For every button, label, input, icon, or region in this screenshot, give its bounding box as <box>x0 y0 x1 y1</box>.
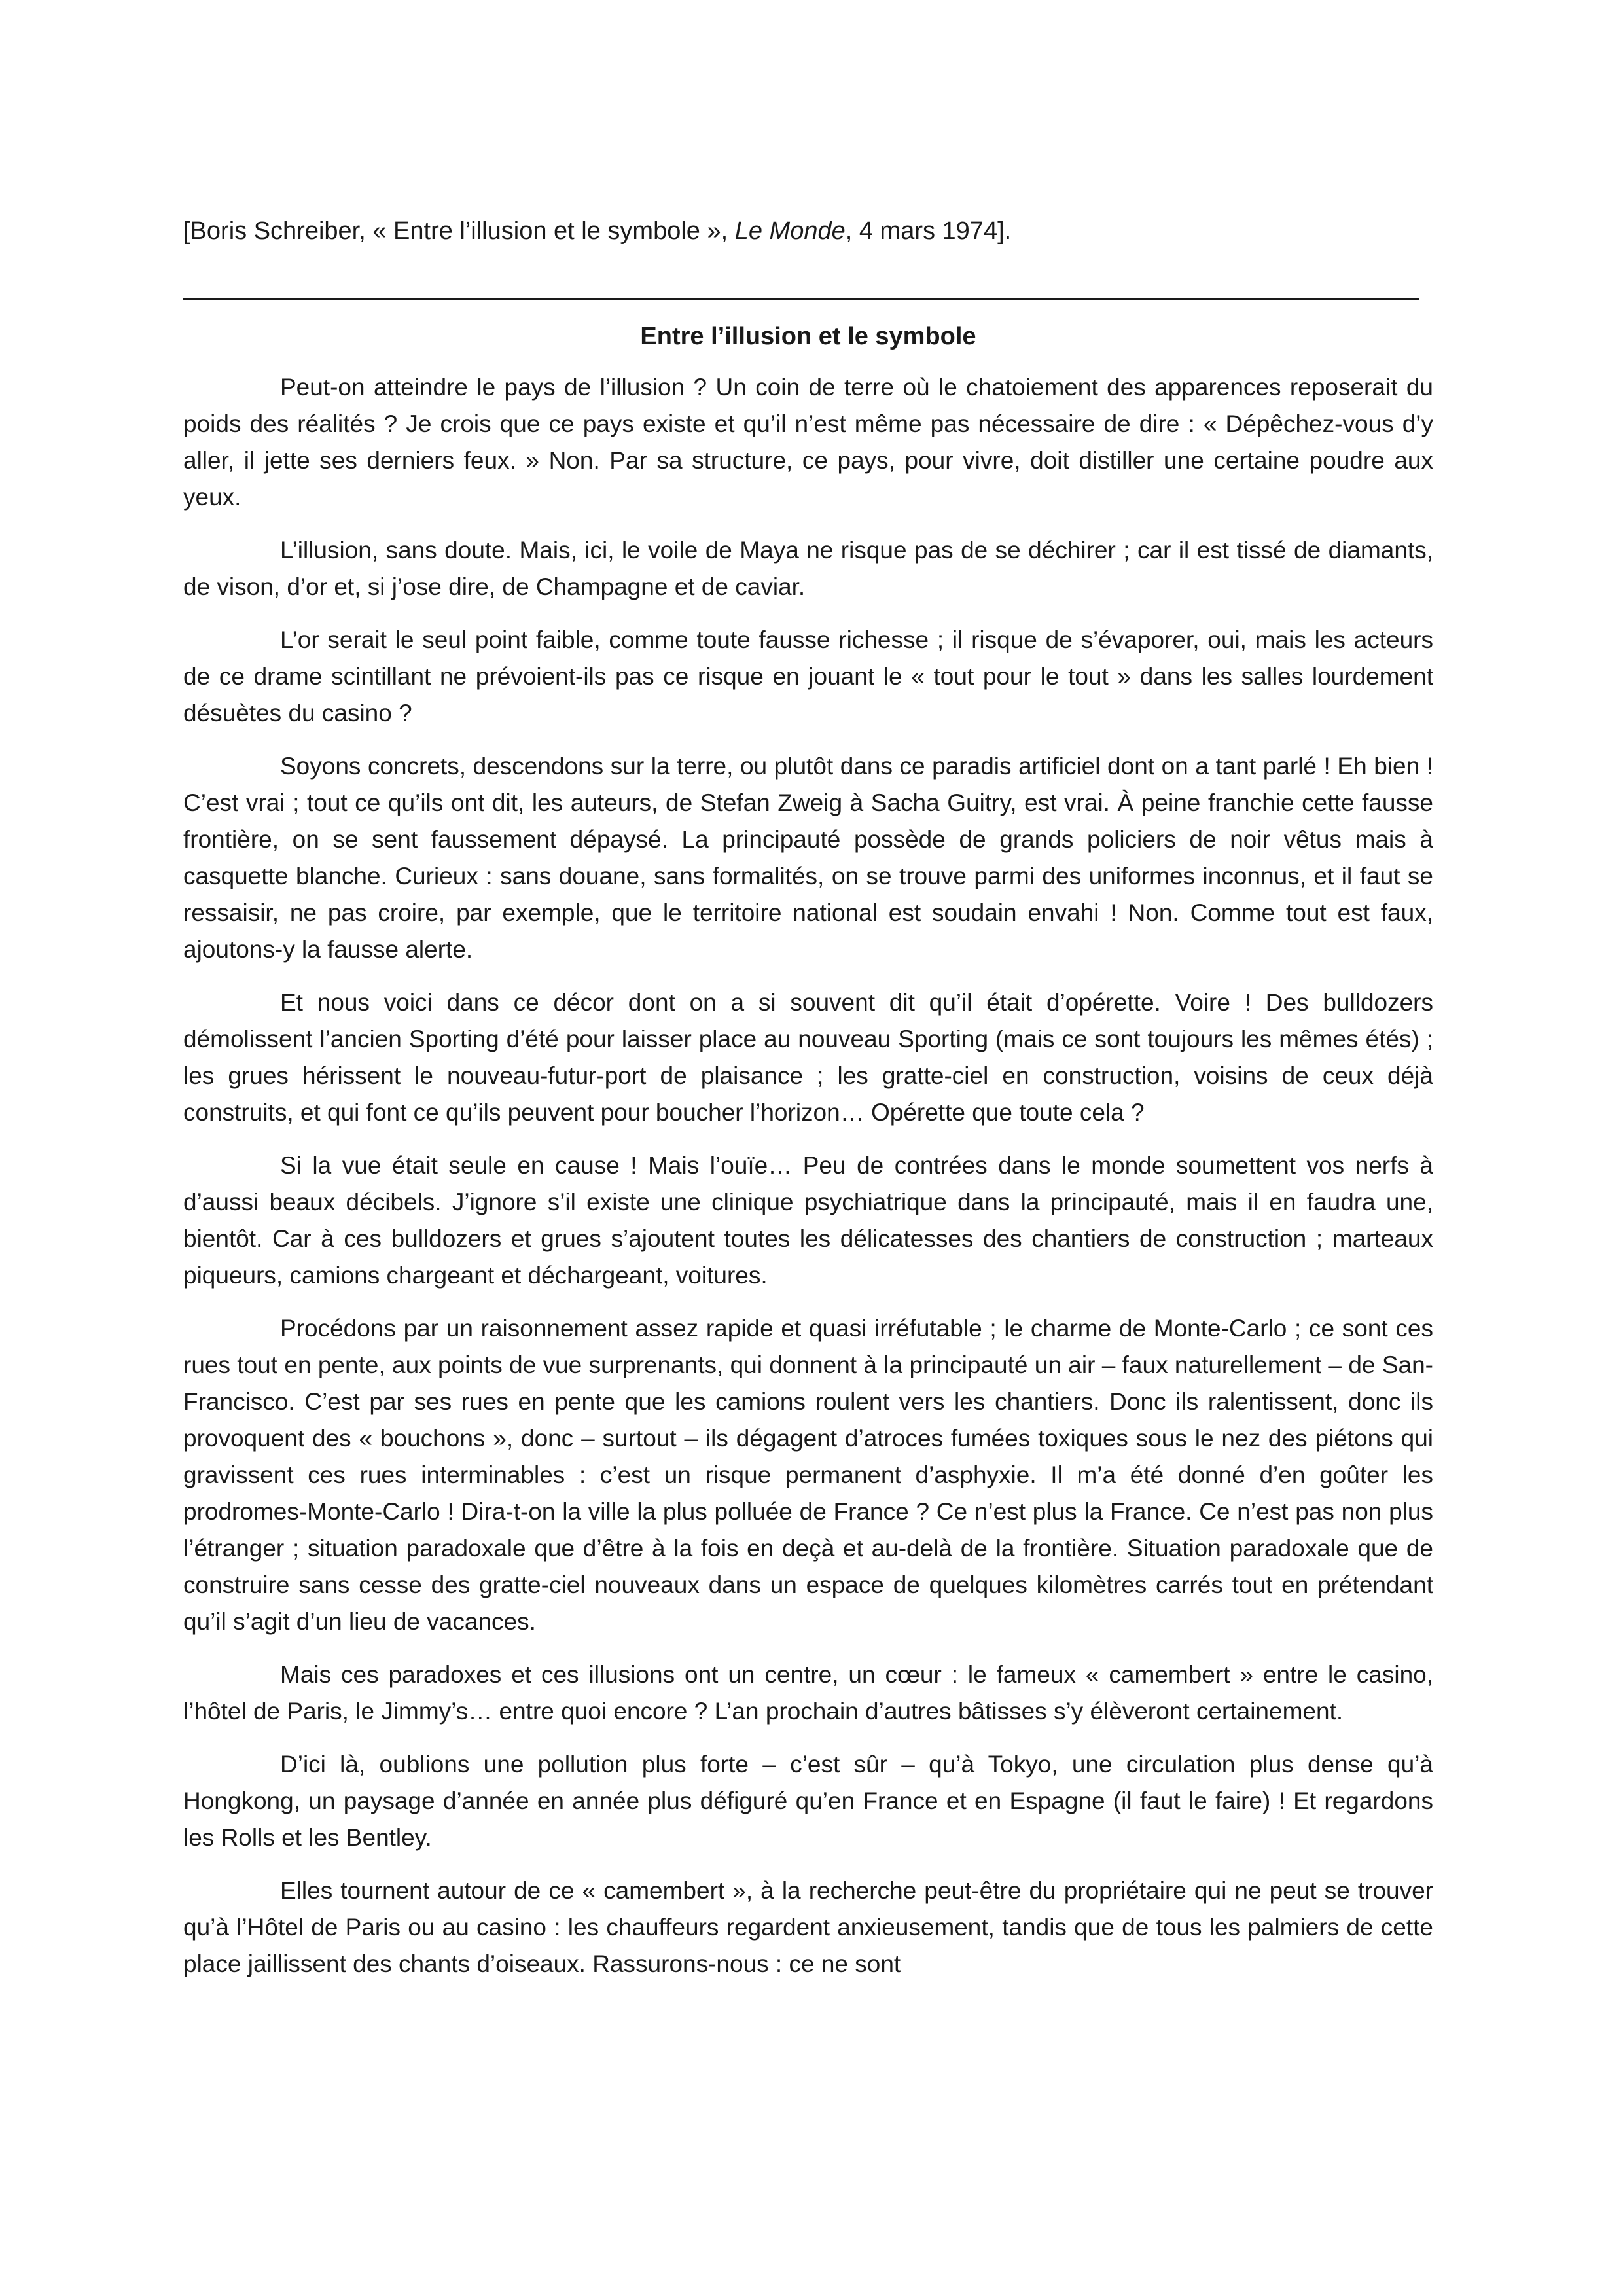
paragraph-2: L’illusion, sans doute. Mais, ici, le voile de Maya ne risque pas de se déchirer ; car il est tissé de diamants, de vison, d’or et, si j’ose dire, de Champagne et de caviar. <box>183 537 1433 600</box>
paragraph-8: Mais ces paradoxes et ces illusions ont un centre, un cœur : le fameux « camembert » entre le casino, l’hôtel de Paris, le Jimmy’s… entre quoi encore ? L’an prochain d’autres bâtisses s’y élèveront certainement. <box>183 1661 1433 1725</box>
paragraph-5: Et nous voici dans ce décor dont on a si souvent dit qu’il était d’opérette. Voire ! Des bulldozers démolissent l’ancien Sporting d’été pour laisser place au nouveau Sporting (mais ce sont toujours les mêmes étés) ; les grues hérissent le nouveau-futur-port de plaisance ; les gratte-ciel en construction, voisins de ceux déjà construits, et qui font ce qu’ils peuvent pour boucher l’horizon… Opérette que toute cela ? <box>183 989 1433 1126</box>
article-title: Entre l’illusion et le symbole <box>640 323 976 350</box>
citation-closing: , 4 mars 1974]. <box>845 217 1012 245</box>
paragraph-10: Elles tournent autour de ce « camembert », à la recherche peut-être du propriétaire qui ne peut se trouver qu’à l’Hôtel de Paris ou au casino : les chauffeurs regardent anxieusement, tandis que de tous les palmiers de cette place jaillissent des chants d’oiseaux. Rassurons-nous : ce ne sont <box>183 1877 1433 1977</box>
paragraph-4: Soyons concrets, descendons sur la terre, ou plutôt dans ce paradis artificiel dont on a tant parlé ! Eh bien ! C’est vrai ; tout ce qu’ils ont dit, les auteurs, de Stefan Zweig à Sacha Guitry, est vrai. À peine franchie cette fausse frontière, on se sent faussement dépaysé. La principauté possède de grands policiers de noir vêtus mais à casquette blanche. Curieux : sans douane, sans formalités, on se trouve parmi des uniformes inconnus, et il faut se ressaisir, ne pas croire, par exemple, que le territoire national est soudain envahi ! Non. Comme tout est faux, ajoutons-y la fausse alerte. <box>183 753 1433 963</box>
paragraph-7: Procédons par un raisonnement assez rapide et quasi irréfutable ; le charme de Monte-Carlo ; ce sont ces rues tout en pente, aux points de vue surprenants, qui donnent à la principauté un air – faux naturellement – de San-Francisco. C’est par ses rues en pente que les camions roulent vers les chantiers. Donc ils ralentissent, donc ils provoquent des « bouchons », donc – surtout – ils dégagent d’atroces fumées toxiques sous le nez des piétons qui gravissent ces rues interminables : c’est un risque permanent d’asphyxie. Il m’a été donné d’en goûter les prodromes-Monte-Carlo ! Dira-t-on la ville la plus polluée de France ? Ce n’est plus la France. Ce n’est pas non plus l’étranger ; situation paradoxale que d’être à la fois en deçà et au-delà de la frontière. Situation paradoxale que de construire sans cesse des gratte-ciel nouveaux dans un espace de quelques kilomètres carrés tout en prétendant qu’il s’agit d’un lieu de vacances. <box>183 1315 1433 1635</box>
paragraph-3: L’or serait le seul point faible, comme toute fausse richesse ; il risque de s’évaporer, oui, mais les acteurs de ce drame scintillant ne prévoient-ils pas ce risque en jouant le « tout pour le tout » dans les salles lourdement désuètes du casino ? <box>183 626 1433 726</box>
paragraph-1: Peut-on atteindre le pays de l’illusion ? Un coin de terre où le chatoiement des apparences reposerait du poids des réalités ? Je crois que ce pays existe et qu’il n’est même pas nécessaire de dire : « Dépêchez-vous d’y aller, il jette ses derniers feux. » Non. Par sa structure, ce pays, pour vivre, doit distiller une certaine poudre aux yeux. <box>183 374 1433 511</box>
article-body <box>183 369 1433 1999</box>
paragraph-6: Si la vue était seule en cause ! Mais l’ouïe… Peu de contrées dans le monde soumettent vos nerfs à d’aussi beaux décibels. J’ignore s’il existe une clinique psychiatrique dans la principauté, mais il en faudra une, bientôt. Car à ces bulldozers et grues s’ajoutent toutes les délicatesses des chantiers de construction ; marteaux piqueurs, camions chargeant et déchargeant, voitures. <box>183 1152 1433 1289</box>
paragraph-9: D’ici là, oublions une pollution plus forte – c’est sûr – qu’à Tokyo, une circulation plus dense qu’à Hongkong, un paysage d’année en année plus défiguré qu’en France et en Espagne (il faut le faire) ! Et regardons les Rolls et les Bentley. <box>183 1751 1433 1851</box>
source-citation <box>183 211 1011 251</box>
separator-rule <box>183 298 1419 300</box>
citation-journal: Le Monde <box>734 217 846 245</box>
citation-opening: [Boris Schreiber, « Entre l’illusion et le symbole », <box>183 217 735 245</box>
